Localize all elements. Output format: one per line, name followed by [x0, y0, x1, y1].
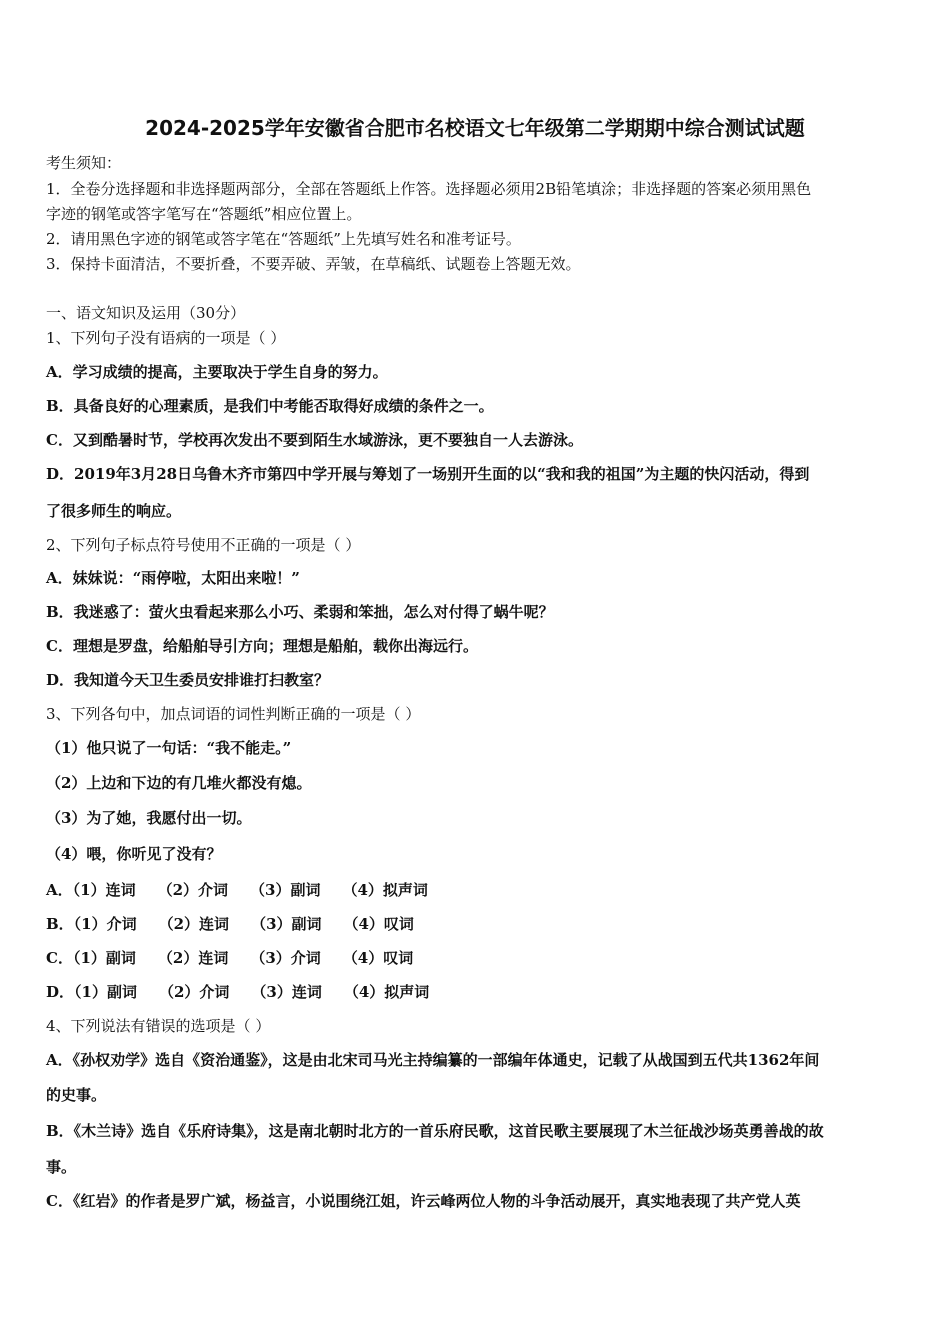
option-b: [46, 913, 910, 934]
option-b: B．我迷惑了：萤火虫看起来那么小巧、柔弱和笨拙，怎么对付得了蜗牛呢？: [46, 603, 554, 621]
sentence-1: （1）他只说了一句话：“我不能走。”: [46, 739, 292, 757]
option-part: D．（1）副词: [46, 983, 137, 1001]
option-part: （4）拟声词: [343, 983, 430, 1001]
sentence-3: （3）为了她，我愿付出一切。: [46, 809, 252, 827]
option-a: [46, 879, 910, 900]
option-part: （3）介词: [250, 949, 321, 967]
option-d: D．2019年3月28日乌鲁木齐市第四中学开展与筹划了一场别开生面的以“我和我的祖国”为主题的快闪活动，得到: [46, 465, 810, 483]
option-a: A．《孙权劝学》选自《资治通鉴》，这是由北宋司马光主持编纂的一部编年体通史，记载了从战国到五代共1362年间: [46, 1051, 820, 1069]
option-a: A．学习成绩的提高，主要取决于学生自身的努力。: [46, 363, 388, 381]
question-stem: 1、下列句子没有语病的一项是（ ）: [46, 329, 286, 347]
option-c: C．理想是罗盘，给船舶导引方向；理想是船舶，载你出海远行。: [46, 637, 478, 655]
option-part: （3）连词: [251, 983, 322, 1001]
option-part: A．（1）连词: [46, 881, 136, 899]
notice-item: 2．请用黑色字迹的钢笔或答字笔在“答题纸”上先填写姓名和准考证号。: [46, 230, 521, 248]
option-part: （3）副词: [251, 915, 322, 933]
option-b: B．《木兰诗》选自《乐府诗集》，这是南北朝时北方的一首乐府民歌，这首民歌主要展现了木兰征战沙场英勇善战的故: [46, 1122, 824, 1140]
question-stem: 2、下列句子标点符号使用不正确的一项是（ ）: [46, 536, 361, 554]
option-part: C．（1）副词: [46, 949, 136, 967]
option-a: A．妹妹说：“雨停啦，太阳出来啦！”: [46, 569, 300, 587]
option-c: C．又到酷暑时节，学校再次发出不要到陌生水域游泳，更不要独自一人去游泳。: [46, 431, 583, 449]
option-d: D．我知道今天卫生委员安排谁打扫教室？: [46, 671, 330, 689]
option-part: （2）连词: [157, 949, 229, 967]
section-heading: 一、语文知识及运用（30分）: [46, 304, 246, 322]
option-part: （3）副词: [250, 881, 321, 899]
option-part: B．（1）介词: [46, 915, 137, 933]
option-b-continued: 事。: [46, 1158, 77, 1176]
notice-item: 字迹的钢笔或答字笔写在“答题纸”相应位置上。: [46, 205, 362, 223]
option-part: （4）拟声词: [342, 881, 428, 899]
option-part: （4）叹词: [342, 949, 414, 967]
option-part: （2）介词: [157, 881, 229, 899]
sentence-4: （4）喂，你听见了没有？: [46, 845, 222, 863]
option-part: （2）连词: [158, 915, 230, 933]
option-part: （4）叹词: [343, 915, 414, 933]
option-c: [46, 947, 910, 968]
notice-item: 3．保持卡面清洁，不要折叠，不要弄破、弄皱，在草稿纸、试题卷上答题无效。: [46, 255, 581, 273]
question-stem: 3、下列各句中，加点词语的词性判断正确的一项是（ ）: [46, 705, 421, 723]
option-d: [46, 981, 910, 1002]
option-c: C．《红岩》的作者是罗广斌，杨益言，小说围绕江姐，许云峰两位人物的斗争活动展开，真实地表现了共产党人英: [46, 1192, 801, 1210]
page-title: 2024-2025学年安徽省合肥市名校语文七年级第二学期期中综合测试试题: [145, 116, 805, 140]
sentence-2: （2）上边和下边的有几堆火都没有熄。: [46, 774, 312, 792]
question-stem: 4、下列说法有错误的选项是（ ）: [46, 1017, 271, 1035]
option-d-continued: 了很多师生的响应。: [46, 502, 182, 520]
option-b: B．具备良好的心理素质，是我们中考能否取得好成绩的条件之一。: [46, 397, 494, 415]
notice-item: 1．全卷分选择题和非选择题两部分，全部在答题纸上作答。选择题必须用2B铅笔填涂；非选择题的答案必须用黑色: [46, 180, 812, 198]
option-a-continued: 的史事。: [46, 1086, 107, 1104]
option-part: （2）介词: [158, 983, 230, 1001]
notice-heading: 考生须知：: [46, 154, 122, 172]
